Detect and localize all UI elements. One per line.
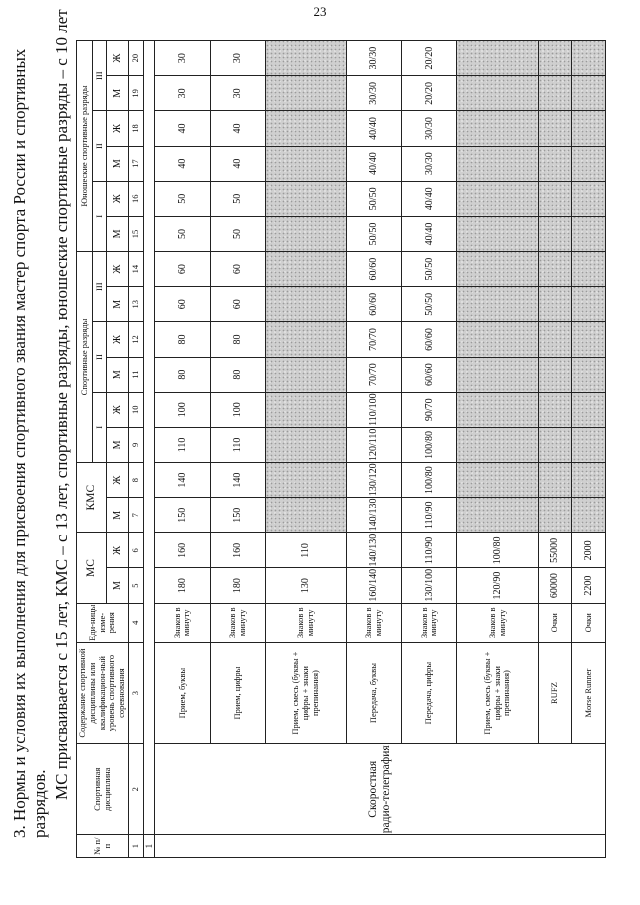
value-cell: 180 [155, 568, 210, 603]
value-cell: 60000 [538, 568, 572, 603]
column-number: 14 [129, 252, 144, 287]
column-number: 16 [129, 181, 144, 216]
column-number: 8 [129, 463, 144, 498]
value-cell: 110/90 [402, 498, 457, 533]
value-cell: 40/40 [402, 181, 457, 216]
value-cell: 110/100 [347, 392, 402, 427]
shaded-cell [265, 392, 346, 427]
value-cell: 30 [155, 76, 210, 111]
value-cell: 30/30 [402, 111, 457, 146]
table-row [155, 41, 210, 858]
value-cell: 60 [155, 287, 210, 322]
value-cell: 30/30 [347, 76, 402, 111]
shaded-cell [538, 252, 572, 287]
column-number: 19 [129, 76, 144, 111]
column-number: 10 [129, 392, 144, 427]
value-cell: 60/60 [402, 357, 457, 392]
value-cell: 40/40 [402, 216, 457, 251]
table-row [265, 41, 346, 858]
shaded-cell [265, 427, 346, 462]
value-cell: 100/80 [402, 463, 457, 498]
value-cell: 60 [210, 287, 265, 322]
column-number: 15 [129, 216, 144, 251]
value-cell: 160/140 [347, 568, 402, 603]
shaded-cell [265, 216, 346, 251]
section-heading: 3. Нормы и условия их выполнения для присвоения спортивного звания мастер спорта России и спортивных [10, 48, 29, 838]
unit-cell: Знаков в минуту [210, 603, 265, 642]
value-cell: 110/90 [402, 533, 457, 568]
shaded-cell [538, 181, 572, 216]
value-cell: 110 [155, 427, 210, 462]
shaded-cell [265, 111, 346, 146]
value-cell: 80 [155, 322, 210, 357]
section-number: 1 [144, 835, 155, 858]
shaded-cell [572, 498, 606, 533]
unit-cell: Знаков в минуту [347, 603, 402, 642]
value-cell: 50 [210, 181, 265, 216]
value-cell: 150 [210, 498, 265, 533]
unit-cell: Очки [538, 603, 572, 642]
value-cell: 30/30 [402, 146, 457, 181]
shaded-cell [457, 41, 538, 76]
shaded-cell [265, 287, 346, 322]
value-cell: 30/30 [347, 41, 402, 76]
value-cell: 160 [155, 533, 210, 568]
shaded-cell [572, 427, 606, 462]
unit-cell: Знаков в минуту [402, 603, 457, 642]
content-cell: Передача, цифры [402, 642, 457, 743]
header-youth-rank-iii: III [93, 41, 107, 111]
value-cell: 30 [210, 76, 265, 111]
value-cell: 55000 [538, 533, 572, 568]
shaded-cell [572, 287, 606, 322]
content-cell: Прием, смесь (буквы + цифры + знаки препинания) [265, 642, 346, 743]
value-cell: 30 [210, 41, 265, 76]
value-cell: 50/50 [347, 181, 402, 216]
discipline-name: Скоростная радио-телеграфия [155, 744, 606, 835]
value-cell: 130 [265, 568, 346, 603]
shaded-cell [538, 287, 572, 322]
value-cell: 130/120 [347, 463, 402, 498]
shaded-cell [457, 252, 538, 287]
norms-table [76, 40, 606, 858]
value-cell: 2000 [572, 533, 606, 568]
value-cell: 150 [155, 498, 210, 533]
value-cell: 2200 [572, 568, 606, 603]
header-number: № п/п [77, 835, 129, 858]
shaded-cell [538, 146, 572, 181]
shaded-cell [538, 216, 572, 251]
header-content: Содержание спортивной дисциплины или квалификацион-ный уровень спортивного соревнования [77, 642, 129, 743]
shaded-cell [457, 76, 538, 111]
value-cell: 50/50 [402, 287, 457, 322]
value-cell: 110 [210, 427, 265, 462]
value-cell: 70/70 [347, 322, 402, 357]
shaded-cell [457, 111, 538, 146]
section-row [144, 41, 155, 858]
shaded-cell [538, 76, 572, 111]
value-cell: 60/60 [402, 322, 457, 357]
header-male: М [107, 498, 129, 533]
shaded-cell [457, 287, 538, 322]
shaded-cell [265, 357, 346, 392]
value-cell: 50/50 [347, 216, 402, 251]
value-cell: 140/130 [347, 498, 402, 533]
shaded-cell [265, 252, 346, 287]
header-female: Ж [107, 322, 129, 357]
shaded-cell [572, 322, 606, 357]
value-cell: 140 [210, 463, 265, 498]
content-cell: Morse Runner [572, 642, 606, 743]
header-kms: КМС [77, 463, 107, 533]
value-cell: 100/80 [402, 427, 457, 462]
shaded-cell [572, 111, 606, 146]
shaded-cell [265, 322, 346, 357]
header-sport-rank-i: I [93, 392, 107, 462]
shaded-cell [538, 111, 572, 146]
shaded-cell [538, 498, 572, 533]
table-row [402, 41, 457, 858]
column-number: 7 [129, 498, 144, 533]
column-number: 20 [129, 41, 144, 76]
header-male: М [107, 427, 129, 462]
rotated-page-content [10, 8, 630, 888]
value-cell: 20/20 [402, 76, 457, 111]
shaded-cell [457, 463, 538, 498]
column-number: 11 [129, 357, 144, 392]
header-youth-rank-i: I [93, 181, 107, 251]
header-female: Ж [107, 181, 129, 216]
header-female: Ж [107, 463, 129, 498]
table-row [347, 41, 402, 858]
value-cell: 80 [210, 322, 265, 357]
header-male: М [107, 146, 129, 181]
value-cell: 80 [155, 357, 210, 392]
header-ms: МС [77, 533, 107, 603]
value-cell: 50 [210, 216, 265, 251]
shaded-cell [457, 392, 538, 427]
column-number: 13 [129, 287, 144, 322]
value-cell: 60 [155, 252, 210, 287]
header-youth-ranks: Юношеские спортивные разряды [77, 41, 93, 252]
shaded-cell [265, 181, 346, 216]
shaded-cell [538, 357, 572, 392]
column-number: 2 [129, 744, 144, 835]
content-cell: Прием, цифры [210, 642, 265, 743]
column-number: 17 [129, 146, 144, 181]
shaded-cell [572, 463, 606, 498]
shaded-cell [572, 181, 606, 216]
shaded-cell [457, 357, 538, 392]
value-cell: 100 [155, 392, 210, 427]
column-number: 3 [129, 642, 144, 743]
value-cell: 130/100 [402, 568, 457, 603]
shaded-cell [457, 216, 538, 251]
table-row [210, 41, 265, 858]
value-cell: 40 [155, 146, 210, 181]
header-male: М [107, 568, 129, 603]
shaded-cell [572, 76, 606, 111]
header-male: М [107, 357, 129, 392]
section-spacer [144, 41, 155, 835]
value-cell: 120/90 [457, 568, 538, 603]
column-number: 6 [129, 533, 144, 568]
row-number-cell [155, 835, 606, 858]
value-cell: 110 [265, 533, 346, 568]
value-cell: 140/130 [347, 533, 402, 568]
unit-cell: Знаков в минуту [457, 603, 538, 642]
column-number: 1 [129, 835, 144, 858]
value-cell: 30 [155, 41, 210, 76]
header-female: Ж [107, 392, 129, 427]
shaded-cell [572, 392, 606, 427]
value-cell: 60 [210, 252, 265, 287]
value-cell: 40 [155, 111, 210, 146]
value-cell: 40/40 [347, 111, 402, 146]
shaded-cell [538, 322, 572, 357]
header-youth-rank-ii: II [93, 111, 107, 181]
header-male: М [107, 216, 129, 251]
content-cell: Прием, смесь (буквы + цифры + знаки препинания) [457, 642, 538, 743]
value-cell: 70/70 [347, 357, 402, 392]
shaded-cell [457, 322, 538, 357]
shaded-cell [572, 357, 606, 392]
value-cell: 40/40 [347, 146, 402, 181]
header-female: Ж [107, 111, 129, 146]
unit-cell: Знаков в минуту [155, 603, 210, 642]
column-number: 9 [129, 427, 144, 462]
shaded-cell [265, 76, 346, 111]
shaded-cell [457, 498, 538, 533]
value-cell: 50 [155, 181, 210, 216]
column-number-row [129, 41, 144, 858]
table-row [538, 41, 572, 858]
header-female: Ж [107, 41, 129, 76]
table-row [572, 41, 606, 858]
column-number: 12 [129, 322, 144, 357]
value-cell: 50/50 [402, 252, 457, 287]
header-male: М [107, 287, 129, 322]
value-cell: 40 [210, 146, 265, 181]
value-cell: 90/70 [402, 392, 457, 427]
column-number: 18 [129, 111, 144, 146]
header-discipline: Спортивная дисциплина [77, 744, 129, 835]
value-cell: 40 [210, 111, 265, 146]
page-number: 23 [313, 4, 327, 19]
shaded-cell [572, 41, 606, 76]
age-requirements-heading: МС присваивается с 15 лет, КМС – с 13 лет, спортивные разряды, юношеские спортивные разряды – с 10 лет [52, 9, 71, 800]
column-number: 5 [129, 568, 144, 603]
value-cell: 60/60 [347, 252, 402, 287]
header-sport-rank-ii: II [93, 322, 107, 392]
header-female: Ж [107, 252, 129, 287]
shaded-cell [572, 252, 606, 287]
shaded-cell [457, 181, 538, 216]
value-cell: 100 [210, 392, 265, 427]
header-female: Ж [107, 533, 129, 568]
value-cell: 50 [155, 216, 210, 251]
value-cell: 160 [210, 533, 265, 568]
shaded-cell [572, 146, 606, 181]
value-cell: 120/110 [347, 427, 402, 462]
column-number: 4 [129, 603, 144, 642]
shaded-cell [572, 216, 606, 251]
shaded-cell [538, 463, 572, 498]
shaded-cell [265, 146, 346, 181]
shaded-cell [538, 41, 572, 76]
value-cell: 80 [210, 357, 265, 392]
content-cell: Передача, буквы [347, 642, 402, 743]
shaded-cell [457, 146, 538, 181]
unit-cell: Очки [572, 603, 606, 642]
value-cell: 140 [155, 463, 210, 498]
unit-cell: Знаков в минуту [265, 603, 346, 642]
value-cell: 180 [210, 568, 265, 603]
header-units: Еди-ницы изме-рения [77, 603, 129, 642]
content-cell: RUFZ [538, 642, 572, 743]
shaded-cell [265, 498, 346, 533]
content-cell: Прием, буквы [155, 642, 210, 743]
shaded-cell [265, 41, 346, 76]
value-cell: 20/20 [402, 41, 457, 76]
header-sport-rank-iii: III [93, 252, 107, 322]
shaded-cell [457, 427, 538, 462]
shaded-cell [538, 427, 572, 462]
value-cell: 100/80 [457, 533, 538, 568]
header-male: М [107, 76, 129, 111]
shaded-cell [265, 463, 346, 498]
section-heading-continued: разрядов. [30, 769, 49, 838]
table-row [457, 41, 538, 858]
header-sport-ranks: Спортивные разряды [77, 252, 93, 463]
shaded-cell [538, 392, 572, 427]
value-cell: 60/60 [347, 287, 402, 322]
